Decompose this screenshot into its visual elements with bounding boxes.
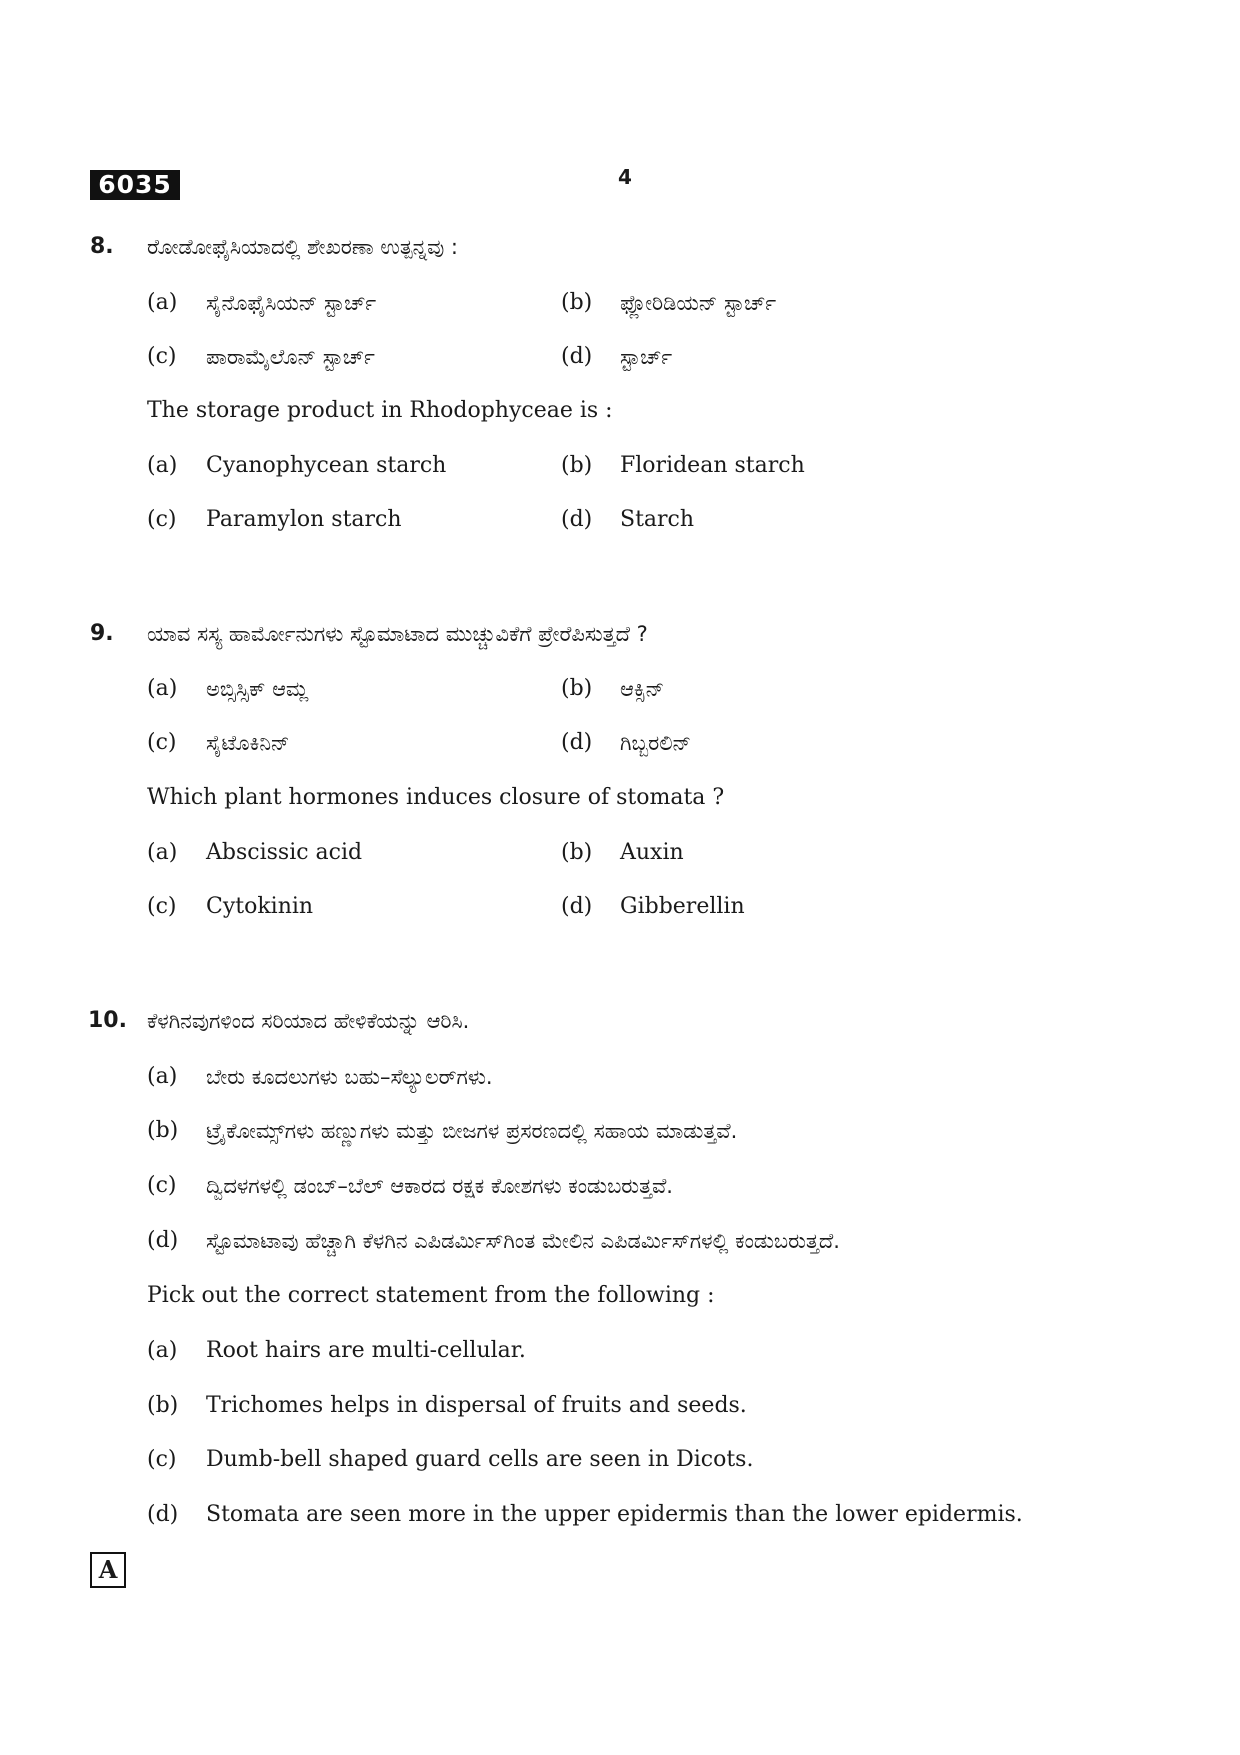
q8-en-option-d-label: (d) [561, 507, 593, 532]
q10-en-option-c: Dumb-bell shaped guard cells are seen in Dicots. [206, 1447, 754, 1472]
q9-en-option-c: Cytokinin [206, 894, 314, 919]
q10-kn-option-b: ಟ್ರೈಕೋಮ್ಸ್‌ಗಳು ಹಣ್ಣುಗಳು ಮತ್ತು ಬೀಜಗಳ ಪ್ರಸರಣದಲ್ಲಿ ಸಹಾಯ ಮಾಡುತ್ತವೆ. [206, 1119, 738, 1143]
q8-kn-option-a: ಸೈನೊಫೈಸಿಯನ್ ಸ್ಟಾರ್ಚ್ [206, 291, 377, 315]
q8-kn-option-c-label: (c) [147, 344, 177, 369]
q8-kn-option-d: ಸ್ಟಾರ್ಚ್ [620, 345, 673, 369]
q8-en-option-d: Starch [620, 507, 695, 532]
q9-en-option-a-label: (a) [147, 840, 178, 865]
q8-kn-option-b: ಫ್ಲೋರಿಡಿಯನ್ ಸ್ಟಾರ್ಚ್ [620, 291, 777, 315]
q8-en-option-b: Floridean starch [620, 453, 805, 478]
q9-en-option-a: Abscissic acid [206, 840, 363, 865]
page-number: 4 [618, 165, 632, 189]
question-8-kannada-text: ರೋಡೋಫೈಸಿಯಾದಲ್ಲಿ ಶೇಖರಣಾ ಉತ್ಪನ್ನವು : [147, 235, 458, 259]
q10-kn-option-d-label: (d) [147, 1228, 179, 1253]
q10-kn-option-c: ದ್ವಿದಳಗಳಲ್ಲಿ ಡಂಬ್–ಬೆಲ್ ಆಕಾರದ ರಕ್ಷಕ ಕೋಶಗಳು ಕಂಡುಬರುತ್ತವೆ. [206, 1174, 673, 1198]
q10-en-option-b: Trichomes helps in dispersal of fruits and seeds. [206, 1393, 747, 1418]
q10-en-option-d-label: (d) [147, 1502, 179, 1527]
q10-kn-option-d: ಸ್ಟೊಮಾಟಾವು ಹೆಚ್ಚಾಗಿ ಕೆಳಗಿನ ಎಪಿಡರ್ಮಿಸ್‌ಗಿಂತ ಮೇಲಿನ ಎಪಿಡರ್ಮಿಸ್‌ಗಳಲ್ಲಿ ಕಂಡುಬರುತ್ತದೆ. [206, 1229, 840, 1253]
q10-en-option-d: Stomata are seen more in the upper epidermis than the lower epidermis. [206, 1502, 1023, 1527]
q8-en-option-b-label: (b) [561, 453, 593, 478]
q9-kn-option-b-label: (b) [561, 676, 593, 701]
q10-en-option-a-label: (a) [147, 1338, 178, 1363]
question-9-english-text: Which plant hormones induces closure of stomata ? [147, 785, 725, 810]
q10-kn-option-c-label: (c) [147, 1173, 177, 1198]
q8-en-option-a: Cyanophycean starch [206, 453, 447, 478]
q10-kn-option-a-label: (a) [147, 1064, 178, 1089]
q9-en-option-d-label: (d) [561, 894, 593, 919]
q9-en-option-b: Auxin [620, 840, 684, 865]
question-8-number: 8. [90, 234, 114, 259]
paper-code-badge: 6035 [90, 170, 180, 200]
question-8-english-text: The storage product in Rhodophyceae is : [147, 398, 613, 423]
q9-kn-option-b: ಆಕ್ಸಿನ್ [620, 677, 665, 701]
q8-en-option-a-label: (a) [147, 453, 178, 478]
question-10-english-text: Pick out the correct statement from the following : [147, 1283, 715, 1308]
q9-kn-option-a: ಅಬ್ಸಿಸ್ಸಿಕ್ ಆಮ್ಲ [206, 677, 309, 701]
q8-kn-option-c: ಪಾರಾಮೈಲೊನ್ ಸ್ಟಾರ್ಚ್ [206, 345, 375, 369]
q8-en-option-c-label: (c) [147, 507, 177, 532]
q9-kn-option-d-label: (d) [561, 730, 593, 755]
q8-kn-option-b-label: (b) [561, 290, 593, 315]
q10-kn-option-a: ಬೇರು ಕೂದಲುಗಳು ಬಹು–ಸೆಲ್ಯುಲರ್‌ಗಳು. [206, 1065, 493, 1089]
q9-kn-option-c: ಸೈಟೊಕಿನಿನ್ [206, 731, 290, 755]
q10-en-option-b-label: (b) [147, 1393, 179, 1418]
question-9-number: 9. [90, 621, 114, 646]
q8-kn-option-d-label: (d) [561, 344, 593, 369]
q10-en-option-c-label: (c) [147, 1447, 177, 1472]
q8-kn-option-a-label: (a) [147, 290, 178, 315]
q9-en-option-d: Gibberellin [620, 894, 745, 919]
q9-kn-option-c-label: (c) [147, 730, 177, 755]
q9-kn-option-d: ಗಿಬ್ಬರಲಿನ್ [620, 731, 692, 755]
question-10-number: 10. [88, 1008, 127, 1033]
q10-kn-option-b-label: (b) [147, 1118, 179, 1143]
q10-en-option-a: Root hairs are multi-cellular. [206, 1338, 526, 1363]
question-10-kannada-text: ಕೆಳಗಿನವುಗಳಿಂದ ಸರಿಯಾದ ಹೇಳಿಕೆಯನ್ನು ಆರಿಸಿ. [147, 1009, 470, 1033]
question-9-kannada-text: ಯಾವ ಸಸ್ಯ ಹಾರ್ಮೋನುಗಳು ಸ್ಟೊಮಾಟಾದ ಮುಚ್ಚುವಿಕೆಗೆ ಪ್ರೇರೆಪಿಸುತ್ತದೆ ? [147, 622, 648, 646]
q9-en-option-c-label: (c) [147, 894, 177, 919]
q9-kn-option-a-label: (a) [147, 676, 178, 701]
q9-en-option-b-label: (b) [561, 840, 593, 865]
q8-en-option-c: Paramylon starch [206, 507, 402, 532]
question-set-badge: A [90, 1552, 126, 1588]
